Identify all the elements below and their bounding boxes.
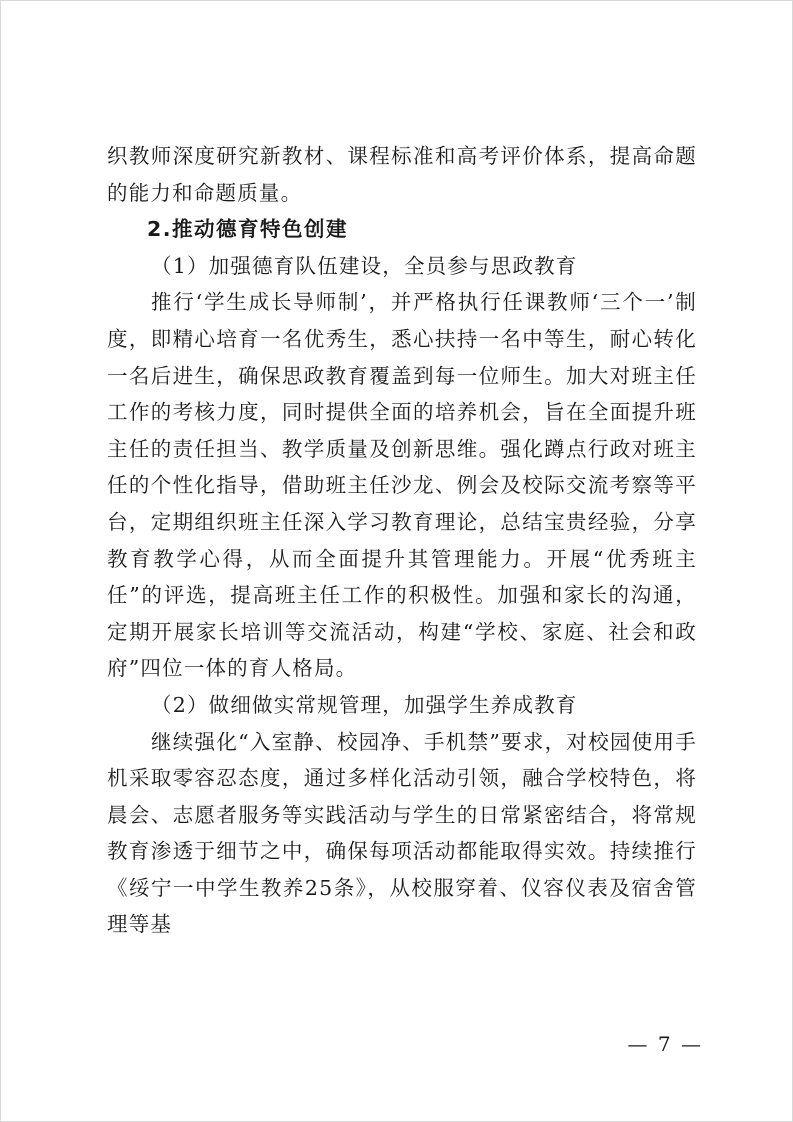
paragraph-routine-management: 继续强化“入室静、校园净、手机禁”要求，对校园使用手机采取零容忍态度，通过多样化活动引领，融合学校特色，将晨会、志愿者服务等实践活动与学生的日常紧密结合，将常规教育渗透于细节之中，确保每项活动都能取得实效。持续推行《绥宁一中学生教养25条》，从校服穿着、仪容仪表及宿舍管理等基 (107, 729, 697, 937)
subsection-heading-2: （2）做细做实常规管理，加强学生养成教育 (151, 692, 578, 717)
document-body (107, 138, 697, 943)
section-heading: 2.推动德育特色创建 (147, 217, 349, 242)
subsection-heading-1: （1）加强德育队伍建设，全员参与思政教育 (151, 253, 578, 278)
paragraph-continued: 织教师深度研究新教材、课程标准和高考评价体系，提高命题的能力和命题质量。 (107, 144, 697, 205)
page-number: — 7 — (627, 1032, 703, 1056)
paragraph-mentor-system: 推行‘学生成长导师制’，并严格执行任课教师‘三个一’制度，即精心培育一名优秀生，悉心扶持一名中等生，耐心转化一名后进生，确保思政教育覆盖到每一位师生。加大对班主任工作的考核力度，同时提供全面的培养机会，旨在全面提升班主任的责任担当、教学质量及创新思维。强化蹲点行政对班主任的个性化指导，借助班主任沙龙、例会及校际交流考察等平台，定期组织班主任深入学习教育理论，总结宝贵经验，分享教育教学心得，从而全面提升其管理能力。开展“优秀班主任”的评选，提高班主任工作的积极性。加强和家长的沟通，定期开展家长培训等交流活动，构建“学校、家庭、社会和政府”四位一体的育人格局。 (107, 290, 697, 681)
